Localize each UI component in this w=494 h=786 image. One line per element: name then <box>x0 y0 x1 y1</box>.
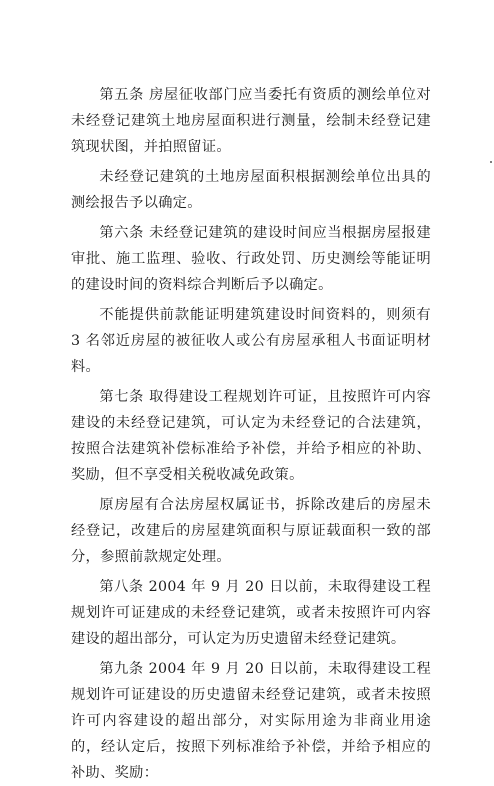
paragraph-article-6: 第六条 未经登记建筑的建设时间应当根据房屋报建审批、施工监理、验收、行政处罚、历史测绘等能证明的建设时间的资料综合判断后予以确定。 <box>71 225 431 293</box>
paragraph-article-8: 第八条 2004 年 9 月 20 日以前，未取得建设工程规划许可证建成的未经登记建筑，或者未按照许可内容建设的超出部分，可认定为历史遗留未经登记建筑。 <box>71 579 431 647</box>
margin-mark <box>490 161 492 163</box>
paragraph-article-5: 第五条 房屋征收部门应当委托有资质的测绘单位对未经登记建筑土地房屋面积进行测量，绘制未经登记建筑现状图，并拍照留证。 <box>71 87 431 155</box>
document-body <box>71 82 431 786</box>
paragraph-article-7: 第七条 取得建设工程规划许可证，且按照许可内容建设的未经登记建筑，可认定为未经登记的合法建筑，按照合法建筑补偿标准给予补偿，并给予相应的补助、奖励，但不享受相关税收减免政策。 <box>71 389 431 483</box>
paragraph-article-6-proof: 不能提供前款能证明建筑建设时间资料的，则须有 3 名邻近房屋的被征收人或公有房屋承租人书面证明材料。 <box>71 307 431 375</box>
paragraph-article-7-rebuild: 原房屋有合法房屋权属证书，拆除改建后的房屋未经登记，改建后的房屋建筑面积与原证载面积一致的部分，参照前款规定处理。 <box>71 497 431 565</box>
paragraph-article-9: 第九条 2004 年 9 月 20 日以前，未取得建设工程规划许可证建设的历史遗留未经登记建筑，或者未按照许可内容建设的超出部分，对实际用途为非商业用途的，经认定后，按照下列标准给予补偿，并给予相应的补助、奖励： <box>71 661 431 781</box>
paragraph-article-5-area: 未经登记建筑的土地房屋面积根据测绘单位出具的测绘报告予以确定。 <box>71 169 431 211</box>
